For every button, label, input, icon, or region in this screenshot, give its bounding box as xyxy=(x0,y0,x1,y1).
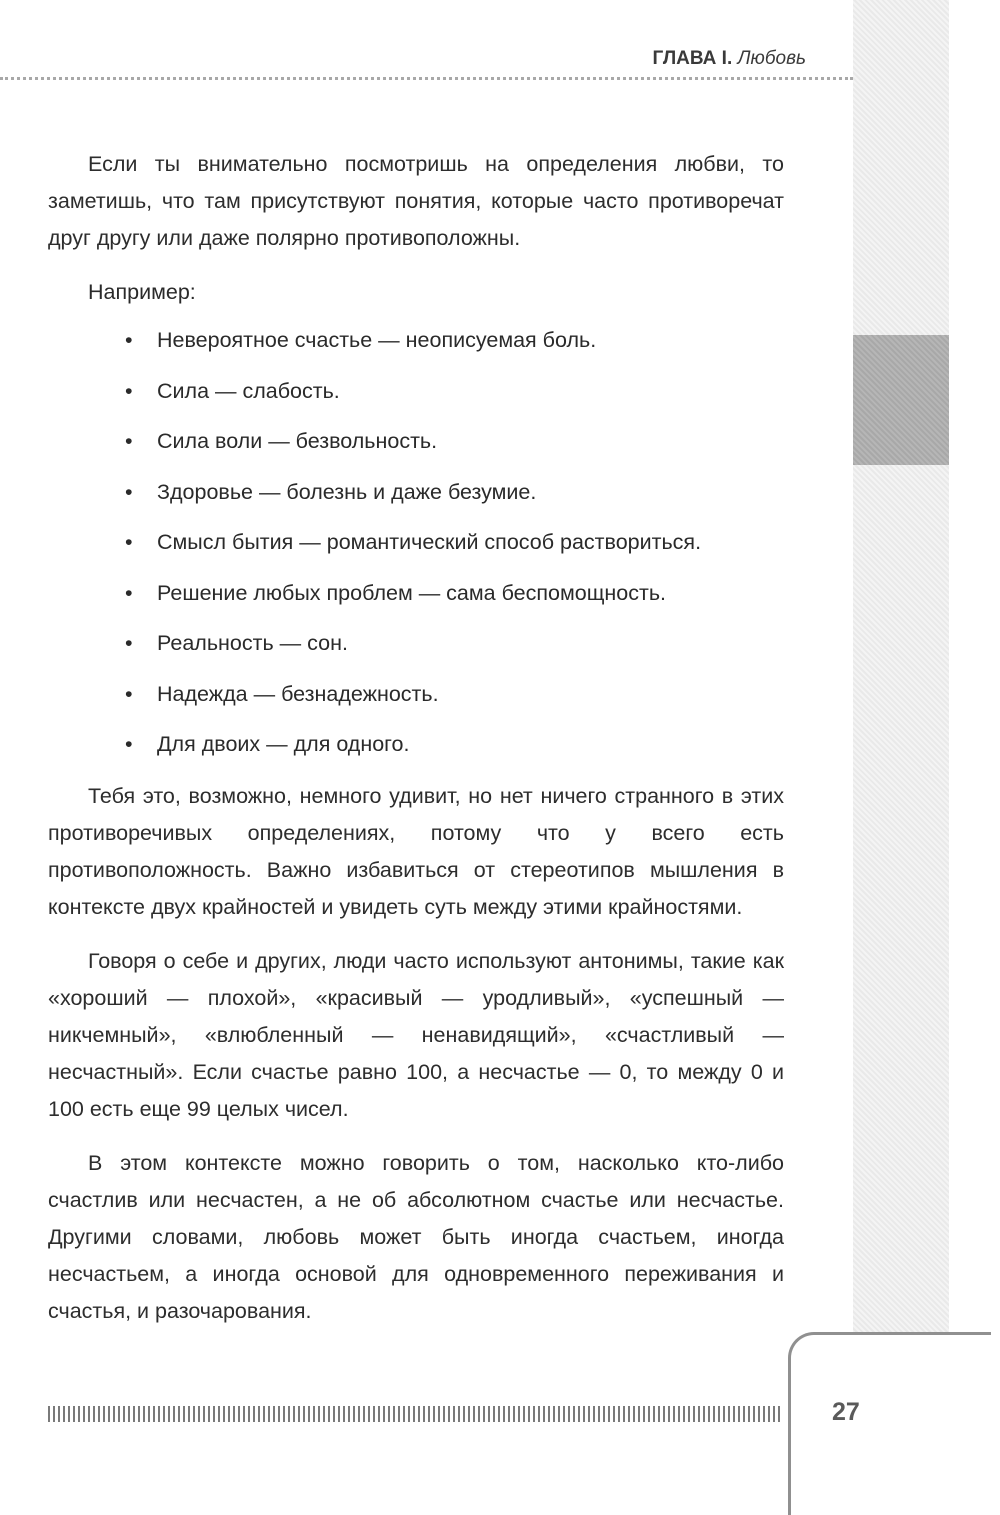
list-item xyxy=(48,726,784,763)
list-item-text: Сила воли — безвольность. xyxy=(157,429,438,453)
page-number: 27 xyxy=(832,1398,860,1426)
list-item-text: Смысл бытия — романтический способ раствориться. xyxy=(157,530,702,554)
chapter-label: ГЛАВА I. xyxy=(652,48,733,69)
bullet-icon: • xyxy=(125,328,133,352)
list-item xyxy=(48,524,784,561)
list-item-text: Решение любых проблем — сама беспомощность. xyxy=(157,580,666,605)
page-corner-frame xyxy=(788,1332,991,1515)
list-item-text: Для двоих — для одного. xyxy=(157,732,410,756)
list-item xyxy=(48,423,784,460)
paragraph: Говоря о себе и других, люди часто используют антонимы, такие как «хороший — плохой», «красивый — уродливый», «успешный — никчемный», «влюбленный — ненавидящий», «счастливый — несчастный». Если счастье равно 100, а несчастье — 0, то между 0 и 100 есть еще 99 целых чисел. xyxy=(48,949,784,1121)
list-item xyxy=(48,575,784,612)
list-item xyxy=(48,322,784,359)
header-divider xyxy=(0,77,853,80)
list-item-text: Сила — слабость. xyxy=(157,378,340,403)
running-header xyxy=(0,48,806,70)
bullet-icon: • xyxy=(125,681,133,706)
list-item xyxy=(48,625,784,662)
list-item-text: Невероятное счастье — неописуемая боль. xyxy=(157,328,597,352)
page-body xyxy=(48,146,784,1347)
paragraph: Если ты внимательно посмотришь на определения любви, то заметишь, что там присутствуют понятия, которые часто противоречат друг другу или даже полярно противоположны. xyxy=(48,152,784,250)
list-intro: Например: xyxy=(88,280,196,304)
chapter-thumb-tab xyxy=(853,335,949,465)
footer-rule xyxy=(48,1406,782,1422)
bullet-icon: • xyxy=(125,530,133,554)
list-item-text: Надежда — безнадежность. xyxy=(157,681,439,706)
antonym-list xyxy=(48,322,784,763)
list-item xyxy=(48,373,784,410)
bullet-icon: • xyxy=(125,631,133,655)
bullet-icon: • xyxy=(125,479,133,504)
bullet-icon: • xyxy=(125,429,133,453)
list-item-text: Реальность — сон. xyxy=(157,631,348,655)
page-edge-strip xyxy=(853,0,949,1471)
paragraph: Тебя это, возможно, немного удивит, но нет ничего странного в этих противоречивых определениях, потому что у всего есть противоположность. Важно избавиться от стереотипов мышления в контексте двух крайностей и увидеть суть между этими крайностями. xyxy=(48,784,784,919)
chapter-title: Любовь xyxy=(737,48,806,69)
list-item xyxy=(48,474,784,511)
bullet-icon: • xyxy=(125,732,133,756)
list-item xyxy=(48,676,784,713)
bullet-icon: • xyxy=(125,580,133,605)
list-item-text: Здоровье — болезнь и даже безумие. xyxy=(157,479,537,504)
bullet-icon: • xyxy=(125,378,133,403)
paragraph: В этом контексте можно говорить о том, насколько кто-либо счастлив или несчастен, а не об абсолютном счастье или несчастье. Другими словами, любовь может быть иногда счастьем, иногда несчастьем, а иногда основой для одновременного переживания и счастья, и разочарования. xyxy=(48,1151,784,1323)
